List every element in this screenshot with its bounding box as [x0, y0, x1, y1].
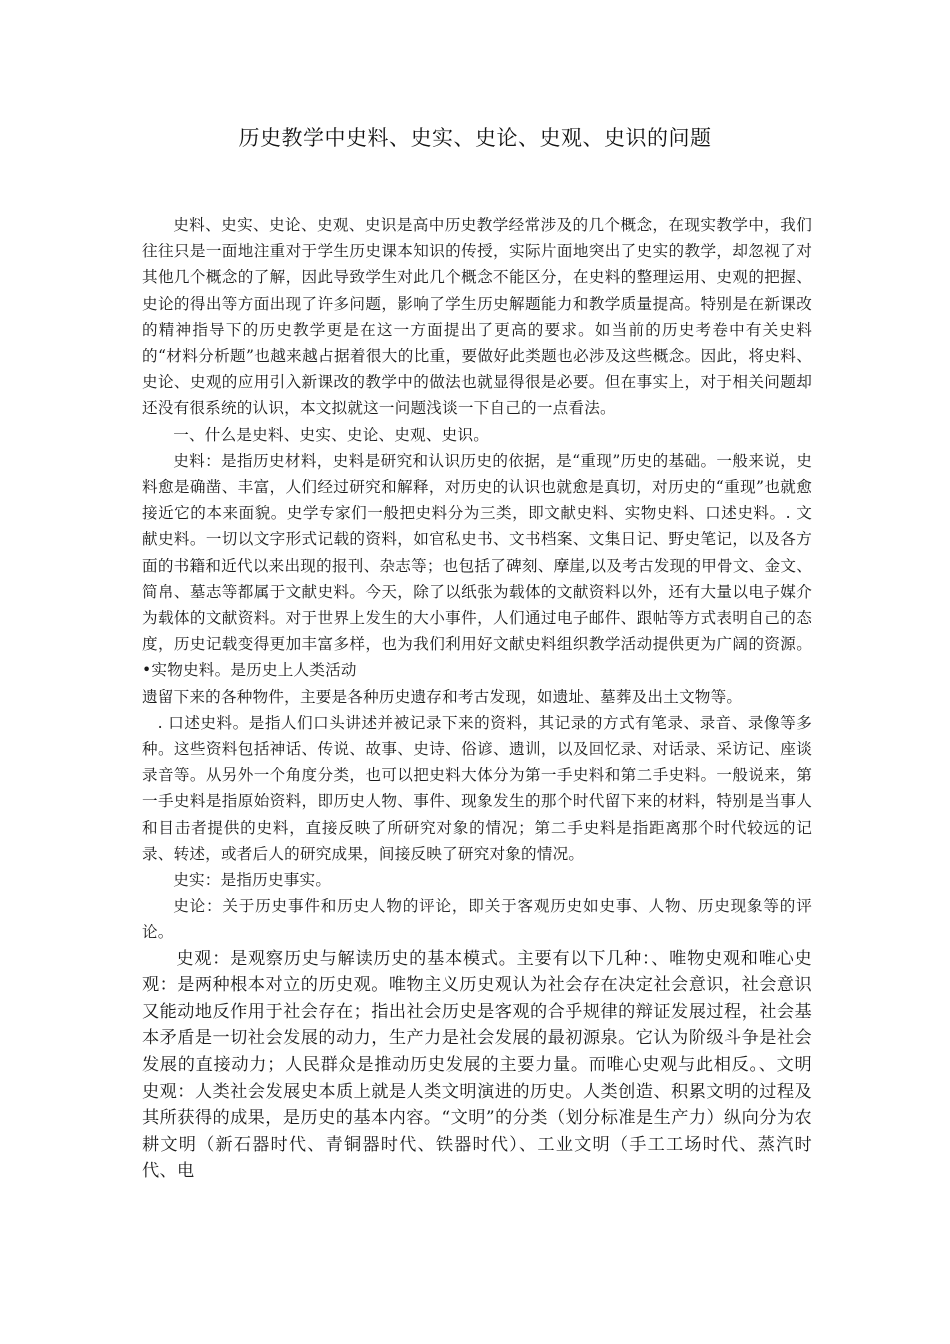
paragraph-shilun: 史论：关于历史事件和历史人物的评论，即关于客观历史如史事、人物、历史现象等的评论。: [142, 897, 812, 942]
paragraph-intro: 史料、史实、史论、史观、史识是高中历史教学经常涉及的几个概念，在现实教学中，我们往往只是一面地注重对于学生历史课本知识的传授，实际片面地突出了史实的教学，却忽视了对其他几个概念的了解，因此导致学生对此几个概念不能区分，在史料的整理运用、史观的把握、史论的得出等方面出现了许多问题，影响了学生历史解题能力和教学质量提高。特别是在新课改的精神指导下的历史教学更是在这一方面提出了更高的要求。如当前的历史考卷中有关史料的“材料分析题”也越来越占据着很大的比重，要做好此类题也必涉及这些概念。因此，将史料、史论、史观的应用引入新课改的教学中的做法也就显得很是必要。但在事实上，对于相关问题却还没有很系统的认识，本文拟就这一问题浅谈一下自己的一点看法。: [142, 216, 812, 418]
section-heading-1: 一、什么是史料、史实、史论、史观、史识。: [173, 425, 490, 444]
paragraph-shiguan: 史观：是观察历史与解读历史的基本模式。主要有以下几种：、唯物史观和唯心史观：是两种根本对立的历史观。唯物主义历史观认为社会存在决定社会意识，社会意识又能动地反作用于社会存在；指出社会历史是客观的合乎规律的辩证发展过程，社会基本矛盾是一切社会发展的动力，生产力是社会发展的最初源泉。它认为阶级斗争是社会发展的直接动力；人民群众是推动历史发展的主要力量。而唯心史观与此相反。、文明史观：人类社会发展史本质上就是人类文明演进的历史。人类创造、积累文明的过程及其所获得的成果，是历史的基本内容。“文明”的分类（划分标准是生产力）纵向分为农耕文明（新石器时代、青铜器时代、铁器时代）、工业文明（手工工场时代、蒸汽时代、电: [142, 948, 812, 1182]
paragraph-koushu: . 口述史料。是指人们口头讲述并被记录下来的资料，其记录的方式有笔录、录音、录像等多种。这些资料包括神话、传说、故事、史诗、俗谚、遗训，以及回忆录、对话录、采访记、座谈录音等。从另外一个角度分类，也可以把史料大体分为第一手史料和第二手史料。一般说来，第一手史料是指原始资料，即历史人物、事件、现象发生的那个时代留下来的材料，特别是当事人和目击者提供的史料，直接反映了所研究对象的情况；第二手史料是指距离那个时代较远的记录、转述，或者后人的研究成果，间接反映了研究对象的情况。: [142, 713, 812, 863]
paragraph-shiwu-continued: 遗留下来的各种物件，主要是各种历史遗存和考古发现，如遗址、墓葬及出土文物等。: [142, 687, 743, 706]
paragraph-shishi: 史实：是指历史事实。: [173, 871, 332, 890]
document-title: 历史教学中史料、史实、史论、史观、史识的问题: [238, 126, 712, 150]
document-body: [142, 212, 812, 1185]
paragraph-shiliao: 史料：是指历史材料，史料是研究和认识历史的依据，是“重现”历史的基础。一般来说，史料愈是确凿、丰富，人们经过研究和解释，对历史的认识也就愈是真切，对历史的“重现”也就愈接近它的本来面貌。史学专家们一般把史料分为三类，即文献史料、实物史料、口述史料。. 文献史料。一切以文字形式记载的资料，如官私史书、文书档案、文集日记、野史笔记，以及各方面的书籍和近代以来出现的报刊、杂志等；也包括了碑刻、摩崖,以及考古发现的甲骨文、金文、简帛、墓志等都属于文献史料。今天，除了以纸张为载体的文献资料以外，还有大量以电子媒介为载体的文献资料。对于世界上发生的大小事件，人们通过电子邮件、跟帖等方式表明自己的态度，历史记载变得更加丰富多样，也为我们利用好文献史料组织教学活动提供更为广阔的资源。•实物史料。是历史上人类活动: [142, 451, 812, 680]
